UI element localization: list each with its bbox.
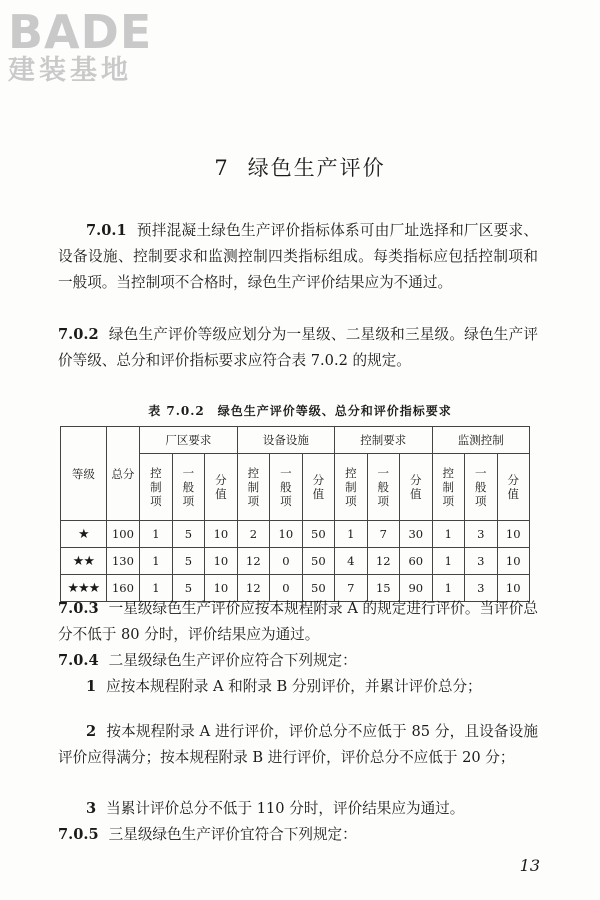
header-group: 监测控制: [432, 427, 529, 454]
table-cell: 1: [432, 575, 464, 602]
total-score: 100: [106, 521, 140, 548]
clause-7-0-5: [58, 822, 538, 848]
item-text: 按本规程附录 A 进行评价，评价总分不应低于 85 分，且设备设施评价应得满分；按本规程附录 B 进行评价，评价总分不应低于 20 分；: [58, 723, 538, 766]
table-row: [61, 548, 530, 575]
item-text: 应按本规程附录 A 和附录 B 分别评价，并累计评价总分；: [106, 678, 482, 695]
header-sub: 控制项: [335, 454, 367, 521]
header-group: 控制要求: [335, 427, 432, 454]
table-cell: 30: [400, 521, 432, 548]
logo-main-text: BADE: [8, 5, 153, 59]
table-cell: 0: [270, 548, 302, 575]
table-cell: 1: [140, 521, 172, 548]
clause-number: 7.0.1: [86, 222, 127, 239]
item-text: 当累计评价总分不低于 110 分时，评价结果应为通过。: [106, 800, 465, 817]
table-cell: 1: [432, 521, 464, 548]
clause-7-0-4: [58, 648, 538, 674]
item-1: [58, 674, 538, 700]
header-group: 设备设施: [237, 427, 334, 454]
table-caption: 表 7.0.2 绿色生产评价等级、总分和评价指标要求: [148, 404, 452, 418]
item-number: 2: [86, 723, 97, 740]
grade-stars: ★★★: [61, 575, 107, 602]
header-sub: 分值: [302, 454, 334, 521]
grade-stars: ★★: [61, 548, 107, 575]
clause-7-0-3: [58, 596, 538, 648]
item-number: 1: [86, 678, 97, 695]
chapter-title-text: 绿色生产评价: [247, 156, 386, 180]
logo: [8, 6, 152, 88]
header-sub: 一般项: [367, 454, 399, 521]
header-group: 厂区要求: [140, 427, 237, 454]
clause-number: 7.0.3: [58, 600, 99, 617]
table-cell: 12: [237, 548, 269, 575]
clause-text: 预拌混凝土绿色生产评价指标体系可由厂址选择和厂区要求、设备设施、控制要求和监测控制四类指标组成。每类指标应包括控制项和一般项。当控制项不合格时，绿色生产评价结果应为不通过。: [58, 222, 538, 291]
table-cell: 1: [432, 548, 464, 575]
total-score: 160: [106, 575, 140, 602]
header-grade: 等级: [61, 427, 107, 521]
grade-stars: ★: [61, 521, 107, 548]
header-sub: 分值: [400, 454, 432, 521]
header-sub: 控制项: [140, 454, 172, 521]
clause-text: 一星级绿色生产评价应按本规程附录 A 的规定进行评价。当评价总分不低于 80 分时，评价结果应为通过。: [58, 600, 538, 643]
total-score: 130: [106, 548, 140, 575]
table-cell: 10: [497, 521, 530, 548]
table-cell: 60: [400, 548, 432, 575]
clause-number: 7.0.5: [58, 826, 99, 843]
table-cell: 2: [237, 521, 269, 548]
table-cell: 5: [172, 575, 204, 602]
table-cell: 1: [335, 521, 367, 548]
table-cell: 1: [140, 575, 172, 602]
clause-text: 三星级绿色生产评价宜符合下列规定：: [108, 826, 357, 843]
header-sub: 一般项: [465, 454, 497, 521]
clause-text: 绿色生产评价等级应划分为一星级、二星级和三星级。绿色生产评价等级、总分和评价指标要求应符合表 7.0.2 的规定。: [58, 326, 538, 369]
table-cell: 10: [205, 575, 237, 602]
table-row: [61, 521, 530, 548]
item-3: [58, 796, 538, 822]
clause-7-0-1: [58, 218, 538, 296]
table-cell: 12: [237, 575, 269, 602]
table-cell: 7: [367, 521, 399, 548]
table-cell: 10: [497, 575, 530, 602]
table-cell: 90: [400, 575, 432, 602]
table-cell: 10: [205, 548, 237, 575]
item-2: [58, 719, 538, 771]
grade-table-body: [61, 521, 530, 602]
logo-sub-text: 建装基地: [8, 55, 132, 86]
header-sub: 控制项: [237, 454, 269, 521]
table-cell: 3: [465, 575, 497, 602]
table-cell: 5: [172, 521, 204, 548]
table-cell: 5: [172, 548, 204, 575]
table-cell: 4: [335, 548, 367, 575]
table-cell: 10: [205, 521, 237, 548]
clause-text: 二星级绿色生产评价应符合下列规定：: [108, 652, 357, 669]
chapter-title: [0, 152, 600, 182]
header-sub: 分值: [497, 454, 530, 521]
table-cell: 3: [465, 548, 497, 575]
table-cell: 50: [302, 548, 334, 575]
table-cell: 3: [465, 521, 497, 548]
table-cell: 0: [270, 575, 302, 602]
table-cell: 7: [335, 575, 367, 602]
grade-table: [60, 426, 530, 602]
clause-number: 7.0.2: [58, 326, 99, 343]
header-sub: 控制项: [432, 454, 464, 521]
header-sub: 分值: [205, 454, 237, 521]
item-number: 3: [86, 800, 97, 817]
table-cell: 1: [140, 548, 172, 575]
clause-7-0-2: [58, 322, 538, 374]
table-cell: 10: [497, 548, 530, 575]
header-sub: 一般项: [270, 454, 302, 521]
table-cell: 12: [367, 548, 399, 575]
table-cell: 10: [270, 521, 302, 548]
table-cell: 50: [302, 521, 334, 548]
header-total: 总分: [106, 427, 140, 521]
clause-number: 7.0.4: [58, 652, 99, 669]
header-sub: 一般项: [172, 454, 204, 521]
page-number: 13: [519, 856, 540, 875]
table-cell: 50: [302, 575, 334, 602]
table-cell: 15: [367, 575, 399, 602]
chapter-number: 7: [214, 156, 230, 180]
